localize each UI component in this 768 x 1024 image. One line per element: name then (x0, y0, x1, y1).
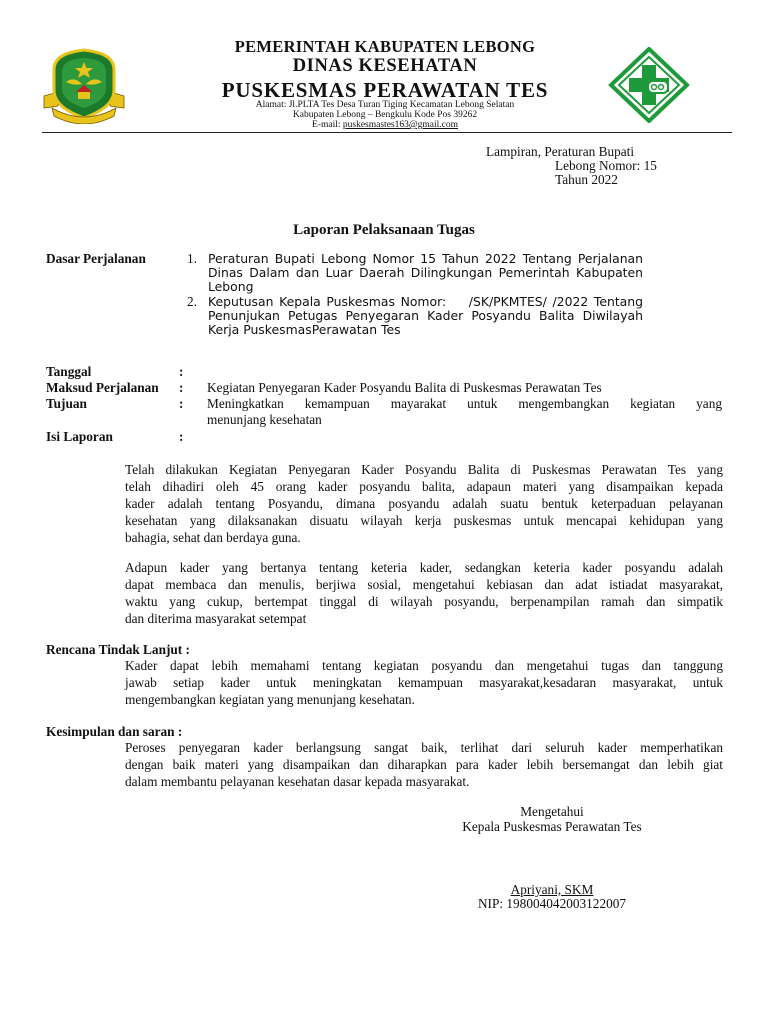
tujuan-value-line-1: Meningkatkan kemampuan mayarakat untuk mengembangkan kegiatan yang (207, 396, 722, 411)
attachment-line-3: Tahun 2022 (555, 172, 618, 187)
maksud-value: Kegiatan Penyegaran Kader Posyandu Balita di Puskesmas Perawatan Tes (207, 380, 602, 395)
tanggal-colon: : (179, 364, 184, 379)
signature-name: Apriyani, SKM (510, 882, 594, 897)
email-link[interactable]: puskesmastes163@gmail.com (342, 120, 458, 130)
tujuan-label: Tujuan (46, 396, 87, 411)
signature-knowing: Mengetahui (520, 804, 584, 819)
email-line (150, 120, 620, 131)
dasar-item-1-line-1: Peraturan Bupati Lebong Nomor 15 Tahun 2022 Tentang Perjalanan (208, 251, 643, 266)
kesimpulan-line-2: dengan baik materi yang disampaikan dan diharapkan para kader lebih bersemangat dan lebih giat (125, 757, 723, 772)
isi-para1-line-4: kesehatan yang dilaksanakan disuatu wilayah kerja puskesmas untuk mencapai kehidupan yang (125, 513, 723, 528)
attachment-line-2: Lebong Nomor: 15 (555, 158, 657, 173)
maksud-label: Maksud Perjalanan (46, 380, 159, 395)
maksud-colon: : (179, 380, 184, 395)
rencana-label: Rencana Tindak Lanjut : (46, 642, 190, 657)
dasar-item-2-line-3: Kerja PuskesmasPerawatan Tes (208, 322, 401, 337)
tanggal-label: Tanggal (46, 364, 92, 379)
header-government: PEMERINTAH KABUPATEN LEBONG (234, 37, 536, 56)
isi-para2-line-2: dapat membaca dan menulis, berjiwa sosial, mengetahui kebiasan dan adat istiadat masyarakat, (125, 577, 723, 592)
isi-para1-line-2: telah dihadiri oleh 45 orang kader posyandu balita, adapaun materi yang disampaikan kepada (125, 479, 723, 494)
signature-position: Kepala Puskesmas Perawatan Tes (462, 819, 642, 834)
signature-nip: NIP: 198004042003122007 (477, 896, 627, 911)
rencana-line-3: mengembangkan kegiatan yang menunjang kesehatan. (125, 692, 415, 707)
attachment-line-1: Lampiran, Peraturan Bupati (486, 144, 635, 159)
isi-para2-line-1: Adapun kader yang bertanya tentang keteria kader, sedangkan keteria kader posyandu adalah (125, 560, 723, 575)
dasar-item-1-line-2: Dinas Dalam dan Luar Daerah Dilingkungan Pemerintah Kabupaten (208, 265, 643, 280)
dasar-item-2-line-2: Penunjukan Petugas Penyegaran Kader Posyandu Balita Diwilayah (208, 308, 643, 323)
isi-para1-line-1: Telah dilakukan Kegiatan Penyegaran Kader Posyandu Balita di Puskesmas Perawatan Tes yang (125, 462, 723, 477)
tujuan-colon: : (179, 396, 184, 411)
kabupaten-lebong-emblem (42, 46, 126, 124)
rencana-line-2: jawab setiap kader untuk meningkatan kemampuan masyarakat,kesadaran masyarakat, untuk (125, 675, 723, 690)
isi-laporan-label: Isi Laporan (46, 429, 113, 444)
isi-para1-line-5: bahagia, sehat dan berdaya guna. (125, 530, 301, 545)
email-label: E-mail: (312, 120, 343, 130)
puskesmas-logo (607, 47, 691, 123)
isi-laporan-colon: : (179, 429, 184, 444)
header-department: DINAS KESEHATAN (292, 56, 478, 76)
dasar-item-2-num: 2. (187, 294, 197, 309)
kesimpulan-line-1: Peroses penyegaran kader berlangsung sangat baik, terlihat dari seluruh kader memperhatikan (125, 740, 723, 755)
dasar-item-1-num: 1. (187, 251, 197, 266)
address-line-2: Kabupaten Lebong – Bengkulu Kode Pos 39262 (292, 110, 478, 120)
isi-para2-line-3: waktu yang cukup, bertempat tinggal di wilayah posyandu, berpenampilan ramah dan simpatik (125, 594, 723, 609)
dasar-item-2-line-1: Keputusan Kepala Puskesmas Nomor: /SK/PKMTES/ /2022 Tentang (208, 294, 643, 309)
isi-para2-line-4: dan diterima masyarakat setempat (125, 611, 307, 626)
kesimpulan-line-3: dalam membantu pelayanan kesehatan dasar kepada masyarakat. (125, 774, 470, 789)
rencana-line-1: Kader dapat lebih memahami tentang kegiatan posyandu dan mengetahui tugas dan tanggung (125, 658, 723, 673)
address-line-1: Alamat: Jl.PLTA Tes Desa Turan Tiging Kecamatan Lebong Selatan (255, 100, 515, 110)
tujuan-value-line-2: menunjang kesehatan (207, 412, 322, 427)
kesimpulan-label: Kesimpulan dan saran : (46, 724, 183, 739)
header-institution: PUSKESMAS PERAWATAN TES (221, 78, 549, 102)
isi-para1-line-3: kader adalah tentang Posyandu, dimana posyandu adalah suatu bentuk keterpaduan pelayanan (125, 496, 723, 511)
document-title: Laporan Pelaksanaan Tugas (293, 222, 475, 238)
header-divider (42, 132, 732, 133)
dasar-item-1-line-3: Lebong (208, 279, 254, 294)
dasar-label: Dasar Perjalanan (46, 251, 146, 266)
